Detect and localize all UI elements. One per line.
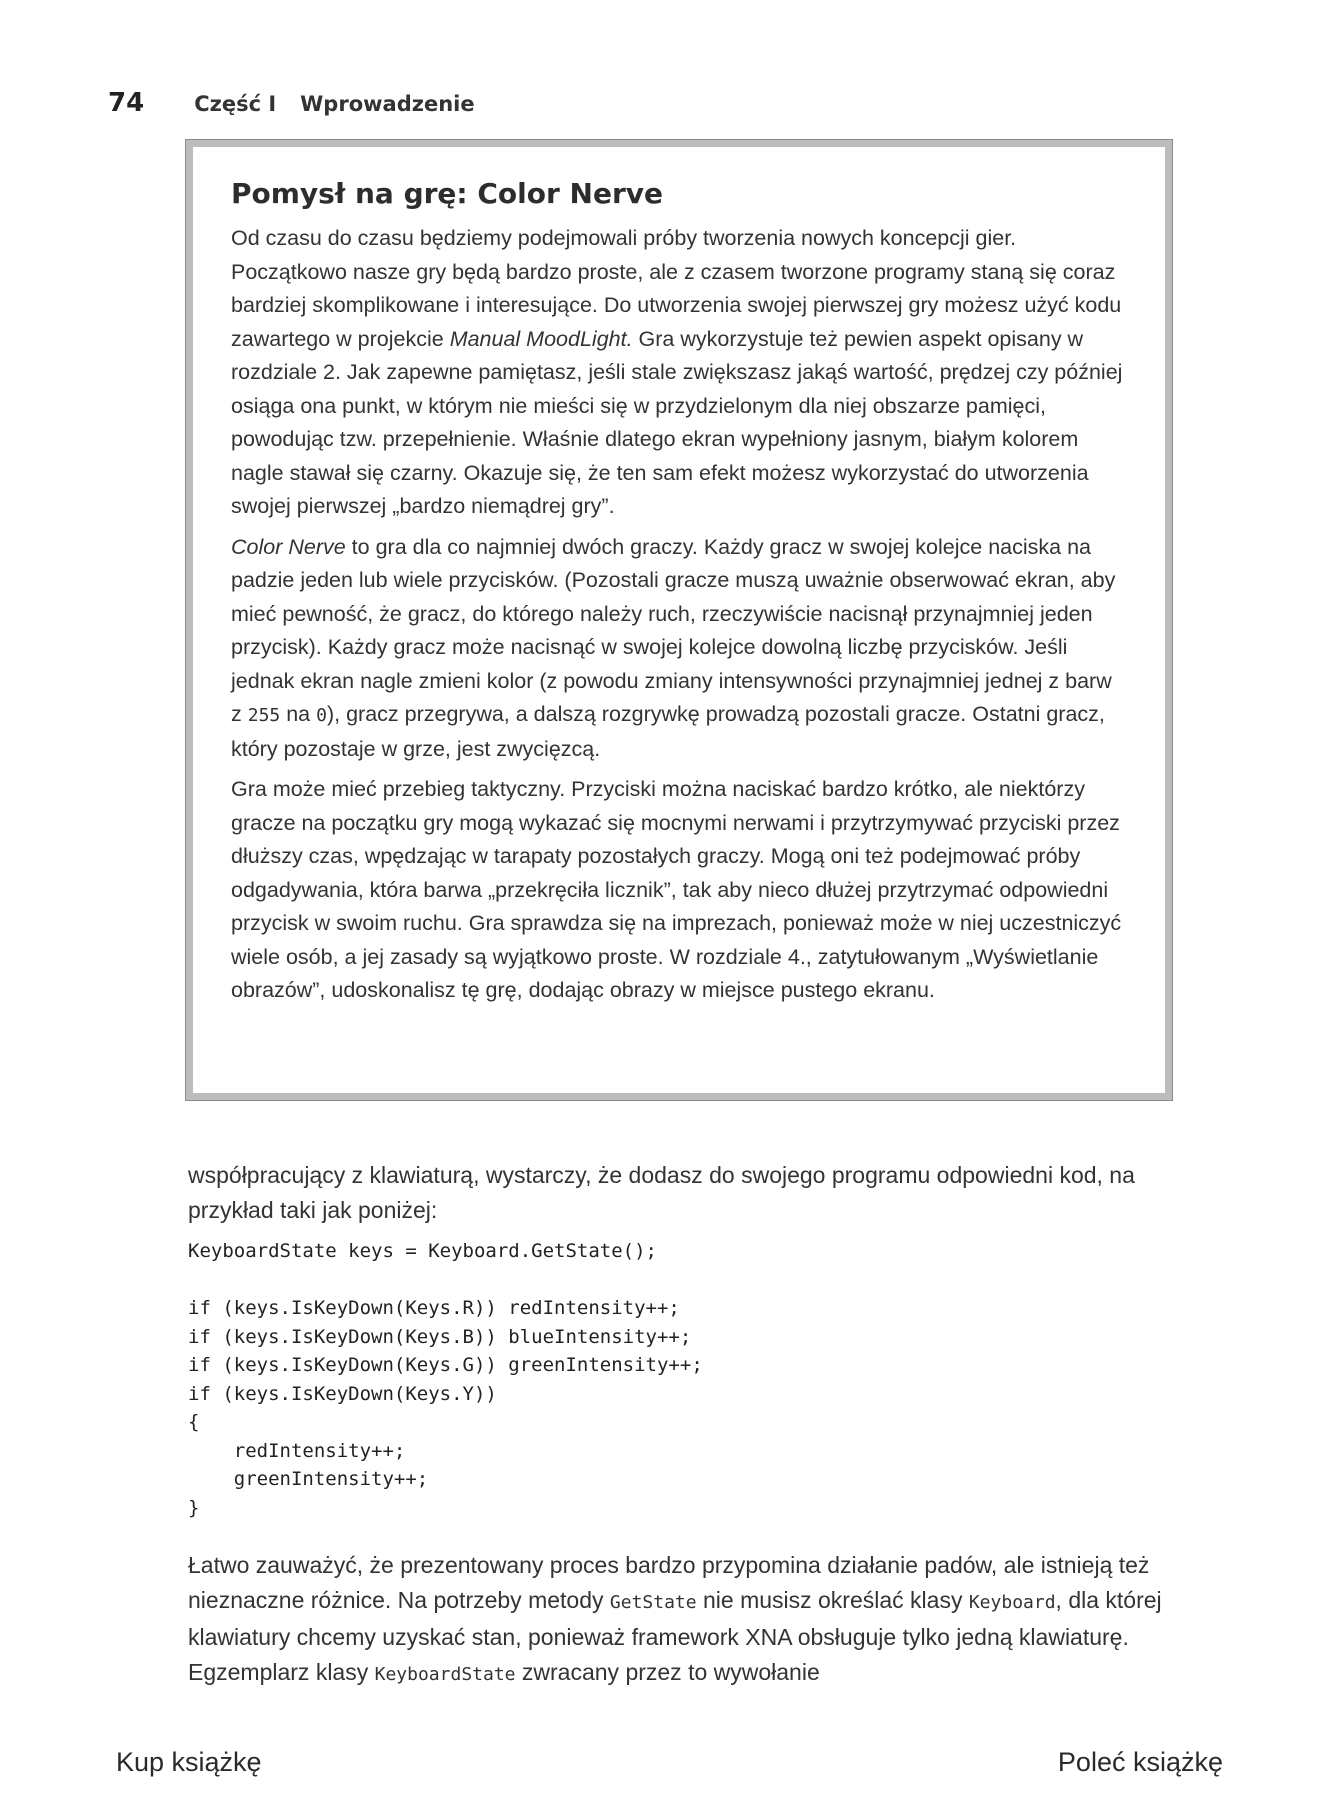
inline-code: 255 — [247, 705, 281, 726]
page-number: 74 — [108, 88, 145, 118]
text-run: ), gracz przegrywa, a dalszą rozgrywkę prowadzą pozostali gracze. Ostatni gracz, który pozostaje w grze, jest zwycięzcą. — [231, 702, 1105, 761]
sidebar-paragraph-3: Gra może mieć przebieg taktyczny. Przyciski można naciskać bardzo krótko, ale niektórzy gracze na początku gry mogą wykazać się mocnymi nerwami i przytrzymywać przyciski przez dłuższy czas, wpędzając w tarapaty pozostałych graczy. Mogą oni też podejmować próby odgadywania, która barwa „przekręciła licznik”, tak aby nieco dłużej przytrzymać odpowiedni przycisk w swoim ruchu. Gra sprawdza się na imprezach, ponieważ może w niej uczestniczyć wiele osób, a jej zasady są wyjątkowo proste. W rozdziale 4., zatytułowanym „Wyświetlanie obrazów”, udoskonalisz tę grę, dodając obrazy w miejsce pustego ekranu. — [231, 777, 1122, 1002]
body-paragraph-1: współpracujący z klawiaturą, wystarczy, że dodasz do swojego programu odpowiedni kod, na przykład taki jak poniżej: — [188, 1162, 1135, 1223]
text-run: Łatwo zauważyć, że prezentowany proces bardzo przypomina działanie padów, ale istnieją też nieznaczne różnice. Na potrzeby metody — [188, 1552, 1150, 1613]
sidebar-paragraph-2 — [231, 531, 1127, 767]
sidebar-box — [186, 140, 1172, 1100]
project-name: Manual MoodLight. — [449, 326, 633, 351]
buy-book-link[interactable]: Kup książkę — [116, 1747, 262, 1777]
body-paragraph-2 — [188, 1548, 1168, 1692]
chapter-label: Wprowadzenie — [300, 92, 475, 116]
inline-code: GetState — [609, 1592, 697, 1613]
sidebar-title: Pomysł na grę: Color Nerve — [231, 177, 664, 210]
sidebar-paragraph-1 — [231, 222, 1127, 524]
text-run: , dla której klawiatury chcemy uzyskać stan, ponieważ framework XNA obsługuje tylko jedną klawiaturę. Egzemplarz klasy — [188, 1587, 1162, 1685]
inline-code: 0 — [316, 705, 327, 726]
text-run: to gra dla co najmniej dwóch graczy. Każdy gracz w swojej kolejce naciska na padzie jeden lub wiele przycisków. (Pozostali gracze muszą uważnie obserwować ekran, aby mieć pewność, że gracz, do którego należy ruch, rzeczywiście nacisnął przynajmniej jeden przycisk). Każdy gracz może nacisnąć w swojej kolejce dowolną liczbę przycisków. Jeśli jednak ekran nagle zmieni kolor (z powodu zmiany intensywności przynajmniej jednej z barw z — [231, 534, 1116, 726]
text-run: Gra wykorzystuje też pewien aspekt opisany w rozdziale 2. Jak zapewne pamiętasz, jeśli stale zwiększasz jakąś wartość, prędzej czy później osiąga ona punkt, w którym nie mieści się w przydzielonym dla niej obszarze pamięci, powodując tzw. przepełnienie. Właśnie dlatego ekran wypełniony jasnym, białym kolorem nagle stawał się czarny. Okazuje się, że ten sam efekt możesz wykorzystać do utworzenia swojej pierwszej „bardzo niemądrej gry”. — [231, 326, 1123, 518]
part-label: Część I — [194, 92, 277, 116]
text-run: zwracany przez to wywołanie — [515, 1659, 820, 1685]
code-listing: KeyboardState keys = Keyboard.GetState(); if (keys.IsKeyDown(Keys.R)) redIntensity++; if (keys.IsKeyDown(Keys.B)) blueIntensity++; if (keys.IsKeyDown(Keys.G)) greenIntensity++; if (keys.IsKeyDown(Keys.Y)) { redIntensity++; greenIntensity++; } — [188, 1240, 703, 1519]
text-run: Od czasu do czasu będziemy podejmowali próby tworzenia nowych koncepcji gier. Początkowo nasze gry będą bardzo proste, ale z czasem tworzone programy staną się coraz bardziej skomplikowane i interesujące. Do utworzenia swojej pierwszej gry możesz użyć kodu zawartego w projekcie — [231, 226, 1122, 351]
text-run: nie musisz określać klasy — [696, 1587, 969, 1613]
running-head — [194, 92, 474, 116]
inline-code: KeyboardState — [374, 1664, 516, 1685]
page-header — [108, 88, 475, 118]
game-name: Color Nerve — [231, 534, 346, 559]
text-run: na — [280, 702, 317, 726]
inline-code: Keyboard — [968, 1592, 1056, 1613]
recommend-book-link[interactable]: Poleć książkę — [1057, 1747, 1223, 1777]
